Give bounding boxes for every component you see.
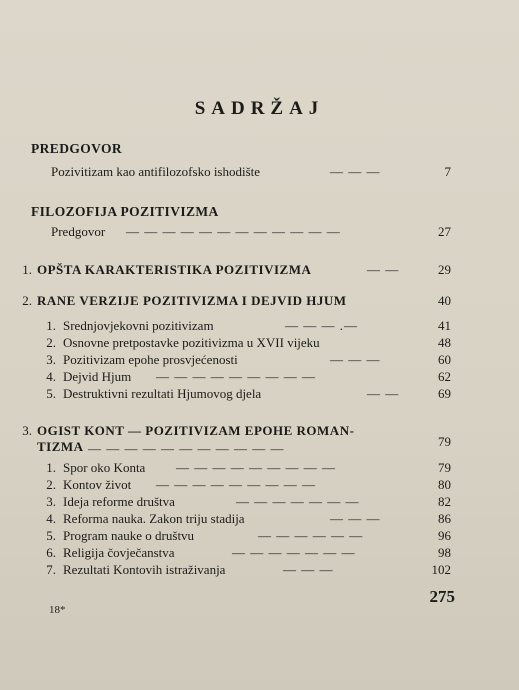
- toc-page-number: 29: [438, 262, 451, 277]
- toc-leader: — — —: [330, 164, 381, 179]
- toc-subentry: [0, 545, 519, 561]
- toc-leader: — — — — — — — — —: [156, 477, 316, 492]
- toc-leader: — — — — — — — — —: [156, 369, 316, 384]
- toc-page-number: 79: [438, 460, 451, 475]
- toc-subentry: [0, 477, 519, 493]
- chapter-title-line-1: OGIST KONT — POZITIVIZAM EPOHE ROMAN-: [37, 423, 355, 438]
- subentry-text: Destruktivni rezultati Hjumovog djela: [63, 386, 262, 401]
- toc-leader: — — —: [283, 562, 334, 577]
- toc-subentry: [0, 562, 519, 578]
- toc-subentry: [0, 318, 519, 334]
- subentry-number: 3.: [46, 352, 56, 367]
- folio-page-number: 275: [429, 587, 455, 606]
- subentry-text: Ideja reforme društva: [63, 494, 175, 509]
- toc-page-number: 86: [438, 511, 451, 526]
- subentry-number: 2.: [46, 477, 56, 492]
- toc-leader: — — — .—: [285, 318, 358, 333]
- subentry-text: Program nauke o društvu: [63, 528, 195, 543]
- section-heading-predgovor: PREDGOVOR: [31, 141, 123, 156]
- toc-chapter-3-continuation: [0, 434, 519, 456]
- chapter-title-line-2: TIZMA: [37, 439, 84, 454]
- toc-page-number: 96: [438, 528, 451, 543]
- toc-leader: — — — — — — —: [236, 494, 360, 509]
- toc-chapter-1: [0, 262, 519, 278]
- subentry-text: Reforma nauka. Zakon triju stadija: [63, 511, 245, 526]
- toc-subentry: [0, 369, 519, 385]
- toc-page-number: 7: [444, 164, 451, 179]
- toc-page-number: 60: [438, 352, 451, 367]
- toc-page-number: 98: [438, 545, 451, 560]
- signature-mark: 18*: [49, 604, 66, 616]
- toc-subentry: [0, 335, 519, 351]
- toc-entry-text: Pozivitizam kao antifilozofsko ishodište: [51, 164, 261, 179]
- toc-entry-text: Predgovor: [51, 224, 106, 239]
- subentry-text: Spor oko Konta: [63, 460, 146, 475]
- subentry-text: Religija čovječanstva: [63, 545, 175, 560]
- chapter-number: 1.: [22, 262, 32, 277]
- toc-page-number: 82: [438, 494, 451, 509]
- toc-page-number: 41: [438, 318, 451, 333]
- toc-leader: — — —: [330, 511, 381, 526]
- toc-subentry: [0, 494, 519, 510]
- toc-page-number: 102: [431, 562, 451, 577]
- toc-leader: — —: [367, 386, 400, 401]
- subentry-number: 5.: [46, 386, 56, 401]
- toc-page-number: 27: [438, 224, 451, 239]
- toc-page-number: 69: [438, 386, 451, 401]
- toc-page-number: 62: [438, 369, 451, 384]
- chapter-number: 3.: [22, 423, 32, 438]
- subentry-number: 4.: [46, 511, 56, 526]
- toc-page-number: 48: [438, 335, 451, 350]
- toc-subentry: [0, 352, 519, 368]
- toc-chapter-2: [0, 293, 519, 309]
- toc-leader: — —: [367, 262, 400, 277]
- subentry-number: 2.: [46, 335, 56, 350]
- toc-subentry: [0, 386, 519, 402]
- subentry-number: 1.: [46, 460, 56, 475]
- section-heading-filozofija: FILOZOFIJA POZITIVIZMA: [31, 204, 219, 219]
- subentry-text: Pozitivizam epohe prosvjećenosti: [63, 352, 238, 367]
- subentry-text: Dejvid Hjum: [63, 369, 132, 384]
- toc-entry: [0, 164, 519, 180]
- toc-subentry: [0, 511, 519, 527]
- subentry-number: 1.: [46, 318, 56, 333]
- subentry-number: 5.: [46, 528, 56, 543]
- subentry-text: Rezultati Kontovih istraživanja: [63, 562, 226, 577]
- subentry-number: 7.: [46, 562, 56, 577]
- subentry-text: Kontov život: [63, 477, 132, 492]
- toc-leader: — — — — — — — — — — —: [88, 441, 285, 456]
- subentry-number: 6.: [46, 545, 56, 560]
- toc-leader: — — — — — — — — — — — —: [126, 224, 341, 239]
- toc-page-number: 80: [438, 477, 451, 492]
- toc-leader: — — — — — —: [258, 528, 364, 543]
- chapter-title: RANE VERZIJE POZITIVIZMA I DEJVID HJUM: [37, 293, 347, 308]
- subentry-text: Osnovne pretpostavke pozitivizma u XVII vijeku: [63, 335, 320, 350]
- subentry-number: 4.: [46, 369, 56, 384]
- toc-leader: — — — — — — —: [232, 545, 356, 560]
- toc-leader: — — —: [330, 352, 381, 367]
- page-title: SADRŽAJ: [194, 98, 325, 119]
- toc-leader: — — — — — — — — —: [176, 460, 336, 475]
- chapter-title: OPŠTA KARAKTERISTIKA POZITIVIZMA: [37, 262, 312, 277]
- chapter-number: 2.: [22, 293, 32, 308]
- toc-entry: [0, 224, 519, 240]
- toc-page-number: 79: [438, 434, 451, 449]
- toc-page-number: 40: [438, 293, 451, 308]
- subentry-number: 3.: [46, 494, 56, 509]
- toc-subentry: [0, 460, 519, 476]
- toc-subentry: [0, 528, 519, 544]
- subentry-text: Srednjovjekovni pozitivizam: [63, 318, 214, 333]
